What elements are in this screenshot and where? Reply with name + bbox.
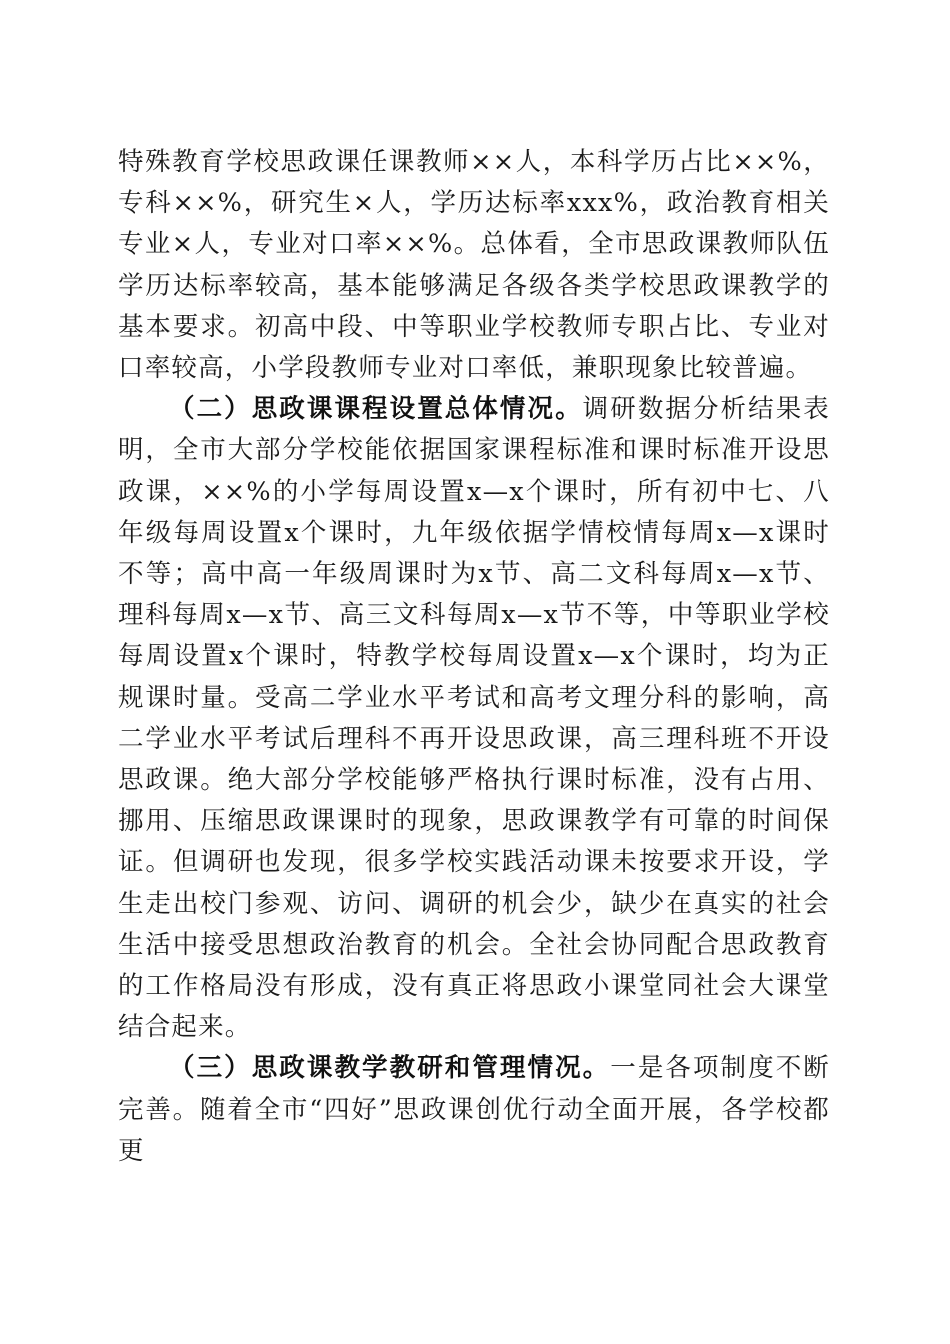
paragraph-3-text: 一是各项制度不断完善。随着全市“四好”思政课创优行动全面开展，各学校都更 bbox=[118, 1053, 830, 1166]
section-heading-3: （三）思政课教学教研和管理情况。 bbox=[169, 1053, 611, 1084]
paragraph-course-setup bbox=[118, 389, 830, 1048]
section-heading-2: （二）思政课课程设置总体情况。 bbox=[169, 394, 583, 425]
paragraph-teaching-management bbox=[118, 1048, 830, 1172]
document-body bbox=[118, 142, 830, 1172]
paragraph-1-text: 特殊教育学校思政课任课教师××人，本科学历占比××%，专科××%，研究生×人，学历达标率xxx%，政治教育相关专业×人，专业对口率××%。总体看，全市思政课教师队伍学历达标率较高，基本能够满足各级各类学校思政课教学的基本要求。初高中段、中等职业学校教师专职占比、专业对口率较高，小学段教师专业对口率低，兼职现象比较普遍。 bbox=[118, 147, 830, 384]
paragraph-2-text: 调研数据分析结果表明，全市大部分学校能依据国家课程标准和课时标准开设思政课，××%的小学每周设置x—x个课时，所有初中七、八年级每周设置x个课时，九年级依据学情校情每周x—x课时不等；高中高一年级周课时为x节、高二文科每周x—x节、理科每周x—x节、高三文科每周x—x节不等，中等职业学校每周设置x个课时，特教学校每周设置x—x个课时，均为正规课时量。受高二学业水平考试和高考文理分科的影响，高二学业水平考试后理科不再开设思政课，高三理科班不开设思政课。绝大部分学校能够严格执行课时标准，没有占用、挪用、压缩思政课课时的现象，思政课教学有可靠的时间保证。但调研也发现，很多学校实践活动课未按要求开设，学生走出校门参观、访问、调研的机会少，缺少在真实的社会生活中接受思想政治教育的机会。全社会协同配合思政教育的工作格局没有形成，没有真正将思政小课堂同社会大课堂结合起来。 bbox=[118, 394, 830, 1043]
paragraph-continuation bbox=[118, 142, 830, 389]
